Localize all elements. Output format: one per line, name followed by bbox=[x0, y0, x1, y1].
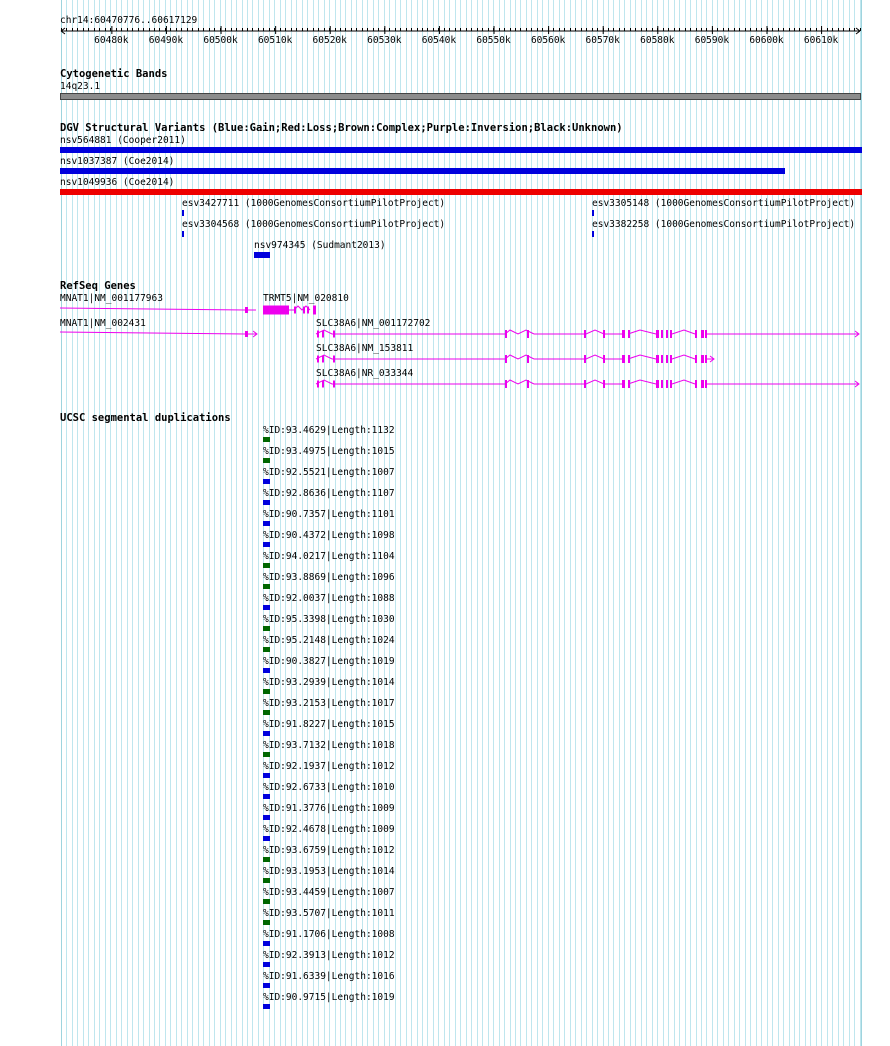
gene-label: MNAT1|NM_001177963 bbox=[60, 293, 163, 304]
dgv-variant-label: nsv974345 (Sudmant2013) bbox=[254, 240, 386, 251]
ruler-tick-label: 60520k bbox=[312, 35, 347, 46]
gene-exon bbox=[661, 355, 663, 363]
ruler-tick-label: 60560k bbox=[530, 35, 566, 46]
dgv-variant-label: esv3305148 (1000GenomesConsortiumPilotProject) bbox=[592, 198, 856, 209]
gene-exon bbox=[622, 330, 625, 338]
gene-exon bbox=[695, 355, 697, 363]
segdup-label: %ID:93.7132|Length:1018 bbox=[263, 740, 395, 751]
segdup-bar[interactable] bbox=[263, 878, 270, 883]
gene-intron-line bbox=[672, 380, 695, 384]
dgv-variant-label: nsv1037387 (Coe2014) bbox=[60, 156, 175, 167]
gene-exon bbox=[695, 330, 697, 338]
gene-label: MNAT1|NM_002431 bbox=[60, 318, 146, 329]
gene-exon bbox=[313, 306, 316, 315]
gene-intron-line bbox=[628, 330, 656, 334]
gene-label: SLC38A6|NM_153811 bbox=[316, 343, 414, 354]
gene-exon bbox=[294, 307, 296, 314]
ruler-tick-label: 60540k bbox=[421, 35, 457, 46]
segdup-label: %ID:90.4372|Length:1098 bbox=[263, 530, 395, 541]
gene-intron-line bbox=[628, 380, 656, 384]
gene-exon bbox=[603, 330, 605, 338]
segdup-label: %ID:91.6339|Length:1016 bbox=[263, 971, 395, 982]
gene-exon bbox=[505, 380, 507, 388]
gene-exon bbox=[701, 355, 704, 363]
refseq-title: RefSeq Genes bbox=[60, 280, 136, 292]
segdup-bar[interactable] bbox=[263, 563, 270, 568]
gene-exon bbox=[584, 330, 586, 338]
segdup-bar[interactable] bbox=[263, 437, 270, 442]
segdup-label: %ID:92.6733|Length:1010 bbox=[263, 782, 395, 793]
segdup-bar[interactable] bbox=[263, 836, 270, 841]
segdup-label: %ID:95.2148|Length:1024 bbox=[263, 635, 395, 646]
segdup-label: %ID:93.2939|Length:1014 bbox=[263, 677, 395, 688]
segdup-label: %ID:93.4459|Length:1007 bbox=[263, 887, 395, 898]
gene-intron-line bbox=[289, 306, 310, 310]
ruler-tick-label: 60610k bbox=[803, 35, 839, 46]
segdup-label: %ID:90.7357|Length:1101 bbox=[263, 509, 395, 520]
gene-exon bbox=[322, 381, 324, 388]
cytoband-title: Cytogenetic Bands bbox=[60, 68, 168, 80]
gene-exon bbox=[584, 355, 586, 363]
segdup-bar[interactable] bbox=[263, 542, 270, 547]
gene-exon bbox=[505, 330, 507, 338]
gene-intron-line bbox=[316, 355, 340, 359]
gene-intron-line bbox=[340, 330, 534, 334]
gene-intron-line bbox=[534, 380, 622, 384]
segdup-bar[interactable] bbox=[263, 773, 270, 778]
segdup-label: %ID:92.1937|Length:1012 bbox=[263, 761, 395, 772]
segdup-label: %ID:90.9715|Length:1019 bbox=[263, 992, 395, 1003]
gene-intron-line bbox=[316, 330, 340, 334]
ruler-tick-label: 60480k bbox=[94, 35, 129, 46]
dgv-title: DGV Structural Variants (Blue:Gain;Red:Loss;Brown:Complex;Purple:Inversion;Black:Unknown) bbox=[60, 122, 623, 134]
gene-intron-line bbox=[672, 355, 695, 359]
segdup-label: %ID:95.3398|Length:1030 bbox=[263, 614, 395, 625]
segdup-bar[interactable] bbox=[263, 815, 270, 820]
segdup-label: %ID:91.1706|Length:1008 bbox=[263, 929, 395, 940]
gene-exon bbox=[695, 380, 697, 388]
segdup-label: %ID:91.8227|Length:1015 bbox=[263, 719, 395, 730]
segdup-bar[interactable] bbox=[263, 794, 270, 799]
ruler-tick-label: 60600k bbox=[749, 35, 784, 46]
segdup-bar[interactable] bbox=[263, 458, 270, 463]
segdup-label: %ID:92.0037|Length:1088 bbox=[263, 593, 395, 604]
gene-exon bbox=[584, 380, 586, 388]
gene-intron-line bbox=[340, 380, 534, 384]
gene-exon bbox=[701, 380, 704, 388]
segdup-bar[interactable] bbox=[263, 626, 270, 631]
gene-intron-line bbox=[534, 355, 622, 359]
gene-exon bbox=[656, 380, 659, 388]
segdup-label: %ID:93.2153|Length:1017 bbox=[263, 698, 395, 709]
segdup-bar[interactable] bbox=[263, 521, 270, 526]
segdup-label: %ID:93.1953|Length:1014 bbox=[263, 866, 395, 877]
gene-label: SLC38A6|NM_001172702 bbox=[316, 318, 431, 329]
segdup-label: %ID:93.4629|Length:1132 bbox=[263, 425, 395, 436]
gene-exon bbox=[701, 330, 704, 338]
gene-exon bbox=[527, 330, 529, 338]
gene-exon bbox=[622, 355, 625, 363]
gene-exon bbox=[245, 307, 248, 313]
cytoband-label: 14q23.1 bbox=[60, 81, 101, 92]
dgv-variant-label: esv3382258 (1000GenomesConsortiumPilotProject) bbox=[592, 219, 856, 230]
dgv-variant-label: nsv1049936 (Coe2014) bbox=[60, 177, 175, 188]
segdup-bar[interactable] bbox=[263, 605, 270, 610]
segdup-label: %ID:93.4975|Length:1015 bbox=[263, 446, 395, 457]
dgv-variant-label: esv3304568 (1000GenomesConsortiumPilotProject) bbox=[182, 219, 446, 230]
gene-intron-line bbox=[672, 330, 695, 334]
segdup-bar[interactable] bbox=[263, 941, 270, 946]
gene-exon bbox=[666, 380, 668, 388]
gene-exon bbox=[705, 355, 707, 363]
gene-exon bbox=[622, 380, 625, 388]
gene-intron-line bbox=[628, 355, 656, 359]
segdup-bar[interactable] bbox=[263, 689, 270, 694]
segdup-label: %ID:92.4678|Length:1009 bbox=[263, 824, 395, 835]
ruler-tick-label: 60530k bbox=[367, 35, 402, 46]
segdup-bar[interactable] bbox=[263, 962, 270, 967]
gene-exon bbox=[705, 330, 707, 338]
ruler-tick-label: 60580k bbox=[640, 35, 675, 46]
gene-exon bbox=[527, 355, 529, 363]
gene-exon bbox=[505, 355, 507, 363]
segdup-label: %ID:92.3913|Length:1012 bbox=[263, 950, 395, 961]
segdup-bar[interactable] bbox=[263, 1004, 270, 1009]
gene-exon bbox=[666, 355, 668, 363]
segdup-label: %ID:93.5707|Length:1011 bbox=[263, 908, 395, 919]
gene-exon bbox=[670, 355, 672, 363]
gene-exon bbox=[670, 330, 672, 338]
gene-exon bbox=[656, 355, 659, 363]
gene-exon bbox=[322, 331, 324, 338]
dgv-variant-label: nsv564881 (Cooper2011) bbox=[60, 135, 186, 146]
segdup-label: %ID:90.3827|Length:1019 bbox=[263, 656, 395, 667]
gene-intron-line bbox=[340, 355, 534, 359]
gene-exon bbox=[303, 307, 305, 314]
segdup-bar[interactable] bbox=[263, 647, 270, 652]
gene-exon bbox=[661, 380, 663, 388]
segdup-label: %ID:92.8636|Length:1107 bbox=[263, 488, 395, 499]
gene-exon bbox=[317, 331, 319, 338]
gene-label: SLC38A6|NR_033344 bbox=[316, 368, 414, 379]
ruler-tick-label: 60550k bbox=[476, 35, 511, 46]
ruler-tick-label: 60490k bbox=[148, 35, 184, 46]
segdup-bar[interactable] bbox=[263, 710, 270, 715]
gene-models[interactable] bbox=[0, 0, 890, 400]
ruler-position: chr14:60470776..60617129 bbox=[60, 15, 198, 26]
gene-label: TRMT5|NM_020810 bbox=[263, 293, 349, 304]
segdup-label: %ID:94.0217|Length:1104 bbox=[263, 551, 395, 562]
segdup-bar[interactable] bbox=[263, 899, 270, 904]
gene-intron-line bbox=[316, 380, 340, 384]
segdup-bar[interactable] bbox=[263, 668, 270, 673]
gene-intron-line bbox=[534, 330, 622, 334]
gene-exon bbox=[245, 331, 248, 337]
gene-exon bbox=[603, 355, 605, 363]
dgv-variant-label: esv3427711 (1000GenomesConsortiumPilotProject) bbox=[182, 198, 446, 209]
gene-intron-line bbox=[60, 308, 245, 310]
gene-exon bbox=[322, 356, 324, 363]
segdup-label: %ID:92.5521|Length:1007 bbox=[263, 467, 395, 478]
segdup-bar[interactable] bbox=[263, 584, 270, 589]
segdup-title: UCSC segmental duplications bbox=[60, 412, 231, 424]
ruler-tick-label: 60570k bbox=[585, 35, 620, 46]
segdup-label: %ID:93.6759|Length:1012 bbox=[263, 845, 395, 856]
gene-exon bbox=[656, 330, 659, 338]
ruler-tick-label: 60590k bbox=[694, 35, 730, 46]
gene-exon bbox=[317, 356, 319, 363]
gene-exon bbox=[661, 330, 663, 338]
gene-intron-line bbox=[60, 332, 245, 334]
gene-exon bbox=[603, 380, 605, 388]
ruler-tick-label: 60510k bbox=[257, 35, 293, 46]
gene-exon bbox=[527, 380, 529, 388]
segdup-bar[interactable] bbox=[263, 752, 270, 757]
segdup-label: %ID:93.8869|Length:1096 bbox=[263, 572, 395, 583]
segdup-bar[interactable] bbox=[263, 920, 270, 925]
gene-exon bbox=[670, 380, 672, 388]
gene-exon bbox=[666, 330, 668, 338]
gene-exon bbox=[263, 306, 289, 315]
gene-exon bbox=[317, 381, 319, 388]
ruler-tick-label: 60500k bbox=[203, 35, 238, 46]
segdup-bar[interactable] bbox=[263, 857, 270, 862]
gene-exon bbox=[307, 307, 309, 314]
segdup-bar[interactable] bbox=[263, 983, 270, 988]
segdup-bar[interactable] bbox=[263, 500, 270, 505]
segdup-bar[interactable] bbox=[263, 731, 270, 736]
segdup-label: %ID:91.3776|Length:1009 bbox=[263, 803, 395, 814]
segdup-bar[interactable] bbox=[263, 479, 270, 484]
gene-exon bbox=[705, 380, 707, 388]
